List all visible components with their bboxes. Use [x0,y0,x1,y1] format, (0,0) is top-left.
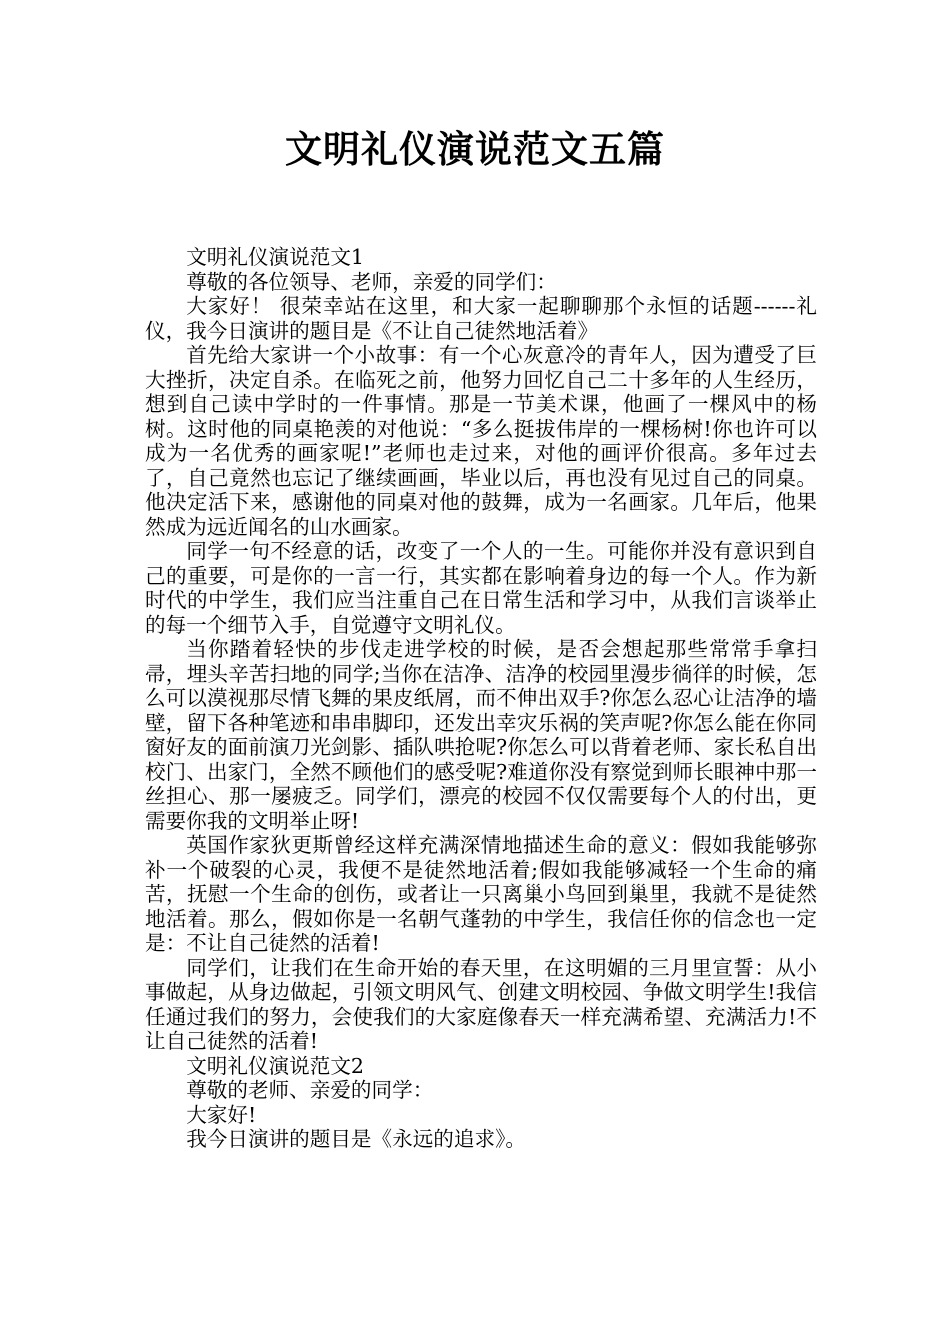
paragraph: 首先给大家讲一个小故事：有一个心灰意冷的青年人，因为遭受了巨大挫折，决定自杀。在临死之前，他努力回忆自己二十多年的人生经历，想到自己读中学时的一件事情。那是一节美术课，他画了一棵风中的杨树。这时他的同桌艳羡的对他说：“多么挺拔伟岸的一棵杨树!你也许可以成为一名优秀的画家呢!”老师也走过来，对他的画评价很高。多年过去了，自己竟然也忘记了继续画画，毕业以后，再也没有见过自己的同桌。他决定活下来，感谢他的同桌对他的鼓舞，成为一名画家。几年后，他果然成为远近闻名的山水画家。 [145,343,817,539]
document-title: 文明礼仪演说范文五篇 [285,128,665,171]
paragraph: 尊敬的老师、亲爱的同学： [186,1078,434,1102]
paragraph: 尊敬的各位领导、老师，亲爱的同学们： [186,269,557,294]
document-body [145,245,817,1152]
paragraph: 我今日演讲的题目是《永远的追求》。 [186,1127,526,1151]
paragraph: 文明礼仪演说范文1 [186,245,365,269]
paragraph: 英国作家狄更斯曾经这样充满深情地描述生命的意义：假如我能够弥补一个破裂的心灵，我便不是徒然地活着;假如我能够减轻一个生命的痛苦，抚慰一个生命的创伤，或者让一只离巢小鸟回到巢里，我就不是徒然地活着。那么，假如你是一名朝气蓬勃的中学生，我信任你的信念也一定是：不让自己徒然的活着! [145,833,817,955]
paragraph: 当你踏着轻快的步伐走进学校的时候，是否会想起那些常常手拿扫帚，埋头辛苦扫地的同学;当你在洁净、洁净的校园里漫步徜徉的时候，怎么可以漠视那尽情飞舞的果皮纸屑，而不伸出双手?你怎么忍心让洁净的墙壁，留下各种笔迹和串串脚印，还发出幸灾乐祸的笑声呢?你怎么能在你同窗好友的面前演刀光剑影、插队哄抢呢?你怎么可以背着老师、家长私自出校门、出家门，全然不顾他们的感受呢?难道你没有察觉到师长眼神中那一丝担心、那一屡疲乏。同学们，漂亮的校园不仅仅需要每个人的付出，更需要你我的文明举止呀! [145,637,817,833]
paragraph: 大家好！ 很荣幸站在这里，和大家一起聊聊那个永恒的话题------礼仪，我今日演讲的题目是《不让自己徒然地活着》 [145,294,817,343]
paragraph: 同学们，让我们在生命开始的春天里，在这明媚的三月里宣誓：从小事做起，从身边做起，引领文明风气、创建文明校园、争做文明学生!我信任通过我们的努力，会使我们的大家庭像春天一样充满希望、充满活力!不让自己徒然的活着! [145,955,817,1053]
paragraph: 文明礼仪演说范文2 [186,1053,365,1078]
paragraph: 同学一句不经意的话，改变了一个人的一生。可能你并没有意识到自己的重要，可是你的一言一行，其实都在影响着身边的每一个人。作为新时代的中学生，我们应当注重自己在日常生活和学习中，从我们言谈举止的每一个细节入手，自觉遵守文明礼仪。 [145,539,817,637]
paragraph: 大家好! [186,1102,257,1127]
